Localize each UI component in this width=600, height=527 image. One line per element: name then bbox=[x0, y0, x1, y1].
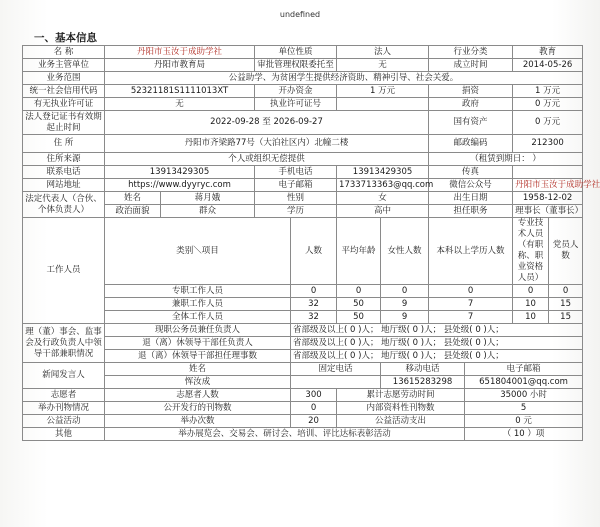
license-no-label: 执业许可证号 bbox=[255, 98, 337, 111]
donation-label: 捐资 bbox=[429, 85, 513, 98]
page-top-title: undefined bbox=[279, 10, 321, 19]
postcode-value: 212300 bbox=[513, 135, 583, 153]
founded-label: 成立时间 bbox=[429, 59, 513, 72]
staff-header-count: 人数 bbox=[291, 218, 337, 285]
staff-header-degree: 本科以上学历人数 bbox=[429, 218, 513, 285]
basic-info-table bbox=[22, 45, 600, 441]
charity-group-label: 公益活动 bbox=[23, 415, 105, 428]
council-row-label: 退（离）休领导干部任负责人 bbox=[105, 337, 291, 350]
name-value: 丹阳市玉汝于成助学社 bbox=[105, 46, 255, 59]
legal-rep-birth-value: 1958-12-02 bbox=[513, 192, 583, 205]
staff-row-label: 全体工作人员 bbox=[105, 311, 291, 324]
row-other bbox=[23, 428, 583, 441]
supervisor-label: 业务主管单位 bbox=[23, 59, 105, 72]
spokesperson-email-header: 电子邮箱 bbox=[465, 363, 583, 376]
row-spokesperson-value bbox=[23, 376, 583, 389]
scope-value: 公益助学、为贫困学生提供经济资助、精神引导、社会关爱。 bbox=[105, 72, 583, 85]
table-row bbox=[23, 350, 583, 363]
staff-cell: 10 bbox=[513, 311, 549, 324]
spokesperson-landline-value bbox=[291, 376, 381, 389]
staff-cell: 10 bbox=[513, 298, 549, 311]
staff-row-label: 兼职工作人员 bbox=[105, 298, 291, 311]
volunteers-hours-value: 35000 小时 bbox=[465, 389, 583, 402]
donation-value: 1 万元 bbox=[513, 85, 583, 98]
spokesperson-landline-header: 固定电话 bbox=[291, 363, 381, 376]
staff-cell: 32 bbox=[291, 311, 337, 324]
council-row-value: 省部级及以上( 0 )人； 地厅级( 0 )人； 县处级( 0 )人； bbox=[291, 337, 583, 350]
staff-cell: 9 bbox=[381, 298, 429, 311]
volunteers-count-label: 志愿者人数 bbox=[105, 389, 291, 402]
spokesperson-mobile-value: 13615283298 bbox=[381, 376, 465, 389]
staff-cell: 7 bbox=[429, 298, 513, 311]
lease-period-value: （租赁到期日： ） bbox=[429, 153, 583, 166]
legal-rep-name-label: 姓名 bbox=[105, 192, 161, 205]
name-label: 名 称 bbox=[23, 46, 105, 59]
publications-public-value: 0 bbox=[291, 402, 337, 415]
residence-source-value: 个人或组织无偿提供 bbox=[105, 153, 429, 166]
staff-cell: 15 bbox=[549, 311, 583, 324]
row-publications bbox=[23, 402, 583, 415]
cert-validity-label: 法人登记证书有效期起止时间 bbox=[23, 111, 105, 135]
wechat-value: 丹阳市玉汝于成助学社 bbox=[513, 179, 583, 192]
other-events-label: 举办展览会、交易会、研讨会、培训、评比达标表彰活动 bbox=[105, 428, 465, 441]
other-group-label: 其他 bbox=[23, 428, 105, 441]
credit-code-value: 52321181S1111013XT bbox=[105, 85, 255, 98]
staff-header-party: 党员人数 bbox=[549, 218, 583, 285]
council-row-value: 省部级及以上( 0 )人； 地厅级( 0 )人； 县处级( 0 )人； bbox=[291, 324, 583, 337]
row-legal-rep-1 bbox=[23, 192, 583, 205]
staff-cell: 32 bbox=[291, 298, 337, 311]
staff-cell: 0 bbox=[549, 285, 583, 298]
row-cert-validity bbox=[23, 111, 583, 135]
residence-source-label: 住所来源 bbox=[23, 153, 105, 166]
row-credit-code bbox=[23, 85, 583, 98]
staff-cell: 0 bbox=[381, 285, 429, 298]
license-no-value bbox=[337, 98, 429, 111]
row-spokesperson-header bbox=[23, 363, 583, 376]
staff-header-professional: 专业技术人员（有职称、职业资格人员） bbox=[513, 218, 549, 285]
spokesperson-email-value[interactable]: 651804001@qq.com bbox=[465, 376, 583, 389]
address-value: 丹阳市齐梁路77号（大泊社区内）北幢二楼 bbox=[105, 135, 429, 153]
state-assets-value: 0 万元 bbox=[513, 111, 583, 135]
email-label: 电子邮箱 bbox=[255, 179, 337, 192]
gov-fund-value: 0 万元 bbox=[513, 98, 583, 111]
charity-count-label: 举办次数 bbox=[105, 415, 291, 428]
volunteers-count-value: 300 bbox=[291, 389, 337, 402]
row-charity bbox=[23, 415, 583, 428]
row-residence-source bbox=[23, 153, 583, 166]
address-label: 住 所 bbox=[23, 135, 105, 153]
fax-value bbox=[513, 166, 583, 179]
table-row bbox=[23, 285, 583, 298]
legal-rep-education-label: 学历 bbox=[255, 205, 337, 218]
other-events-value: （ 10 ）项 bbox=[465, 428, 583, 441]
staff-cell: 0 bbox=[291, 285, 337, 298]
credit-code-label: 统一社会信用代码 bbox=[23, 85, 105, 98]
table-row bbox=[23, 337, 583, 350]
staff-cell: 50 bbox=[337, 311, 381, 324]
legal-rep-birth-label: 出生日期 bbox=[429, 192, 513, 205]
legal-rep-name-value: 蒋月娥 bbox=[161, 192, 255, 205]
scope-label: 业务范围 bbox=[23, 72, 105, 85]
postcode-label: 邮政编码 bbox=[429, 135, 513, 153]
legal-rep-position-label: 担任职务 bbox=[429, 205, 513, 218]
legal-rep-position-value: 理事长（董事长） bbox=[513, 205, 583, 218]
unit-nature-label: 单位性质 bbox=[255, 46, 337, 59]
staff-header-female: 女性人数 bbox=[381, 218, 429, 285]
license-value: 无 bbox=[105, 98, 255, 111]
row-supervisor bbox=[23, 59, 583, 72]
capital-value: 1 万元 bbox=[337, 85, 429, 98]
state-assets-label: 国有资产 bbox=[429, 111, 513, 135]
legal-rep-education-value: 高中 bbox=[337, 205, 429, 218]
staff-group-label: 工作人员 bbox=[23, 218, 105, 324]
table-row bbox=[23, 298, 583, 311]
row-license bbox=[23, 98, 583, 111]
staff-row-label: 专职工作人员 bbox=[105, 285, 291, 298]
supervisor-value: 丹阳市教育局 bbox=[105, 59, 255, 72]
staff-cell: 15 bbox=[549, 298, 583, 311]
publications-public-label: 公开发行的刊物数 bbox=[105, 402, 291, 415]
spokesperson-name-header: 姓名 bbox=[105, 363, 291, 376]
mobile-value: 13913429305 bbox=[337, 166, 429, 179]
table-row bbox=[23, 324, 583, 337]
legal-rep-group-label: 法定代表人（合伙、个体负责人） bbox=[23, 192, 105, 218]
staff-cell: 9 bbox=[381, 311, 429, 324]
staff-header-avg-age: 平均年龄 bbox=[337, 218, 381, 285]
spokesperson-name-value: 恽汝成 bbox=[105, 376, 291, 389]
spokesperson-mobile-header: 移动电话 bbox=[381, 363, 465, 376]
staff-cell: 50 bbox=[337, 298, 381, 311]
staff-cell: 0 bbox=[337, 285, 381, 298]
row-staff-header bbox=[23, 218, 583, 285]
staff-cell: 7 bbox=[429, 311, 513, 324]
cert-validity-value: 2022-09-28 至 2026-09-27 bbox=[105, 111, 429, 135]
wechat-label: 微信公众号 bbox=[429, 179, 513, 192]
row-phone bbox=[23, 166, 583, 179]
phone-label: 联系电话 bbox=[23, 166, 105, 179]
capital-label: 开办资金 bbox=[255, 85, 337, 98]
council-group-label: 理（董）事会、监事会及行政负责人中领导干部兼职情况 bbox=[23, 324, 105, 363]
row-name bbox=[23, 46, 583, 59]
legal-rep-politics-label: 政治面貌 bbox=[105, 205, 161, 218]
gov-fund-label: 政府 bbox=[429, 98, 513, 111]
email-value[interactable]: 1733713363@qq.com bbox=[337, 179, 429, 192]
publications-internal-value: 5 bbox=[465, 402, 583, 415]
unit-nature-value: 法人 bbox=[337, 46, 429, 59]
phone-value: 13913429305 bbox=[105, 166, 255, 179]
website-value[interactable]: https://www.dyyryc.com bbox=[105, 179, 255, 192]
row-scope bbox=[23, 72, 583, 85]
approval-value: 无 bbox=[337, 59, 429, 72]
staff-cell: 0 bbox=[429, 285, 513, 298]
website-label: 网站地址 bbox=[23, 179, 105, 192]
row-website bbox=[23, 179, 583, 192]
legal-rep-gender-label: 性别 bbox=[255, 192, 337, 205]
industry-label: 行业分类 bbox=[429, 46, 513, 59]
volunteers-group-label: 志愿者 bbox=[23, 389, 105, 402]
spokesperson-group-label: 新闻发言人 bbox=[23, 363, 105, 389]
staff-cell: 0 bbox=[513, 285, 549, 298]
publications-internal-label: 内部资料性刊物数 bbox=[337, 402, 465, 415]
license-label: 有无执业许可证 bbox=[23, 98, 105, 111]
volunteers-hours-label: 累计志愿劳动时间 bbox=[337, 389, 465, 402]
council-row-value: 省部级及以上( 0 )人； 地厅级( 0 )人； 县处级( 0 )人； bbox=[291, 350, 583, 363]
legal-rep-politics-value: 群众 bbox=[161, 205, 255, 218]
section-title: 一、基本信息 bbox=[34, 32, 97, 44]
founded-value: 2014-05-26 bbox=[513, 59, 583, 72]
charity-spend-label: 公益活动支出 bbox=[337, 415, 465, 428]
fax-label: 传真 bbox=[429, 166, 513, 179]
publications-group-label: 举办刊物情况 bbox=[23, 402, 105, 415]
industry-value: 教育 bbox=[513, 46, 583, 59]
mobile-label: 手机电话 bbox=[255, 166, 337, 179]
row-legal-rep-2 bbox=[23, 205, 583, 218]
charity-count-value: 20 bbox=[291, 415, 337, 428]
legal-rep-gender-value: 女 bbox=[337, 192, 429, 205]
charity-spend-value: 0 元 bbox=[465, 415, 583, 428]
row-address bbox=[23, 135, 583, 153]
approval-label: 审批管理权限委托至 bbox=[255, 59, 337, 72]
council-row-label: 退（离）休领导干部担任理事数 bbox=[105, 350, 291, 363]
council-row-label: 现职公务员兼任负责人 bbox=[105, 324, 291, 337]
row-volunteers bbox=[23, 389, 583, 402]
table-row bbox=[23, 311, 583, 324]
staff-header-category: 类别＼项目 bbox=[105, 218, 291, 285]
